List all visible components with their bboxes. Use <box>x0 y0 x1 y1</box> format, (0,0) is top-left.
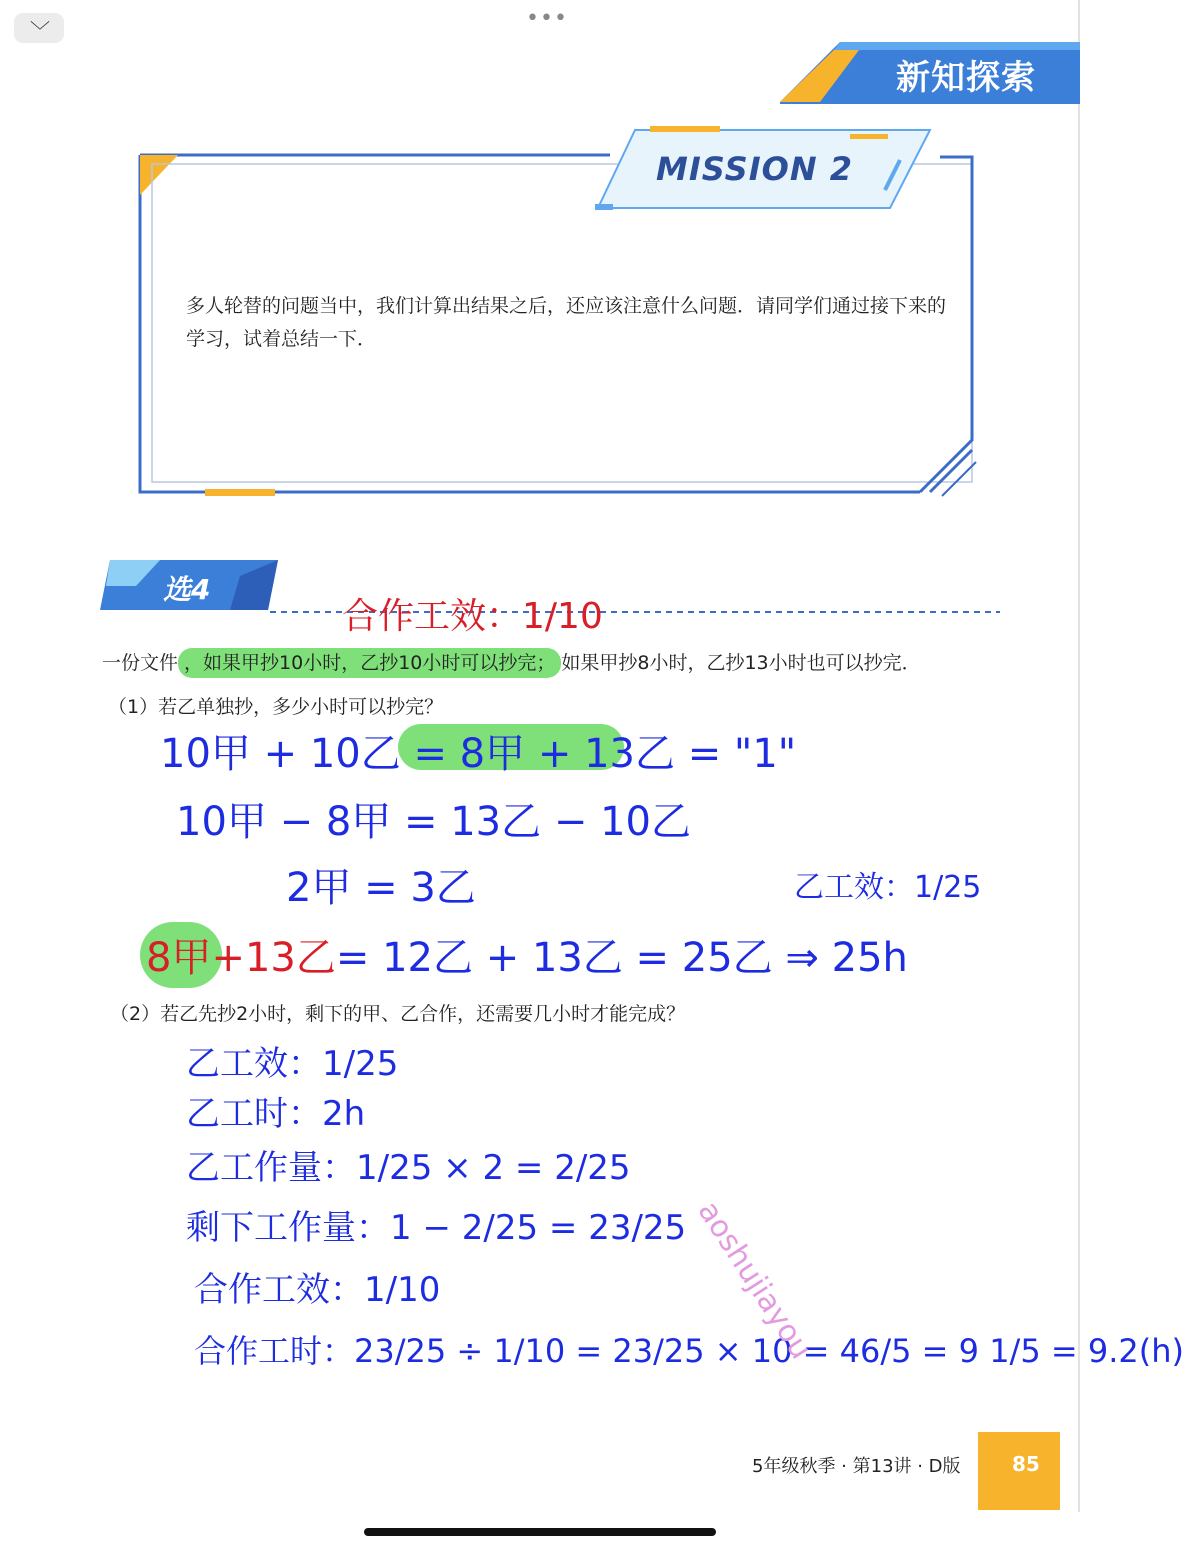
page-number: 85 <box>1012 1452 1040 1476</box>
hand-line-2: 10甲 − 8甲 = 13乙 − 10乙 <box>176 799 691 845</box>
hand-line-4-a: 8甲 <box>146 935 212 981</box>
hand-line-4-c: = 12乙 + 13乙 = 25乙 ⇒ 25h <box>335 935 908 981</box>
intro-text: 多人轮替的问题当中，我们计算出结果之后，还应该注意什么问题．请同学们通过接下来的学习，试着总结一下． <box>186 295 947 350</box>
hand-part2-line-6: 合作工时：23/25 ÷ 1/10 = 23/25 × 10 = 46/5 = 9 1/5 = 9.2(h) <box>194 1332 1184 1370</box>
hand-part2-line-2: 乙工时：2h <box>186 1094 366 1134</box>
hand-part2-line-3: 乙工作量：1/25 × 2 = 2/25 <box>186 1148 631 1188</box>
hand-line-4-b: +13乙 <box>211 935 336 981</box>
footer-text: 5年级秋季 · 第13讲 · D版 <box>752 1456 961 1477</box>
more-options-icon[interactable]: ••• <box>526 6 568 31</box>
hand-line-4 <box>146 926 908 983</box>
question-2: （2）若乙先抄2小时，剩下的甲、乙合作，还需要几小时才能完成？ <box>110 1003 686 1025</box>
hand-line-1: 10甲 + 10乙 = 8甲 + 13乙 = "1" <box>160 731 797 777</box>
problem-prefix: 一份文件 <box>102 652 179 674</box>
problem-suffix: 如果甲抄8小时，乙抄13小时也可以抄完． <box>561 652 921 674</box>
chevron-down-icon: ﹀ <box>30 19 50 43</box>
collapse-button[interactable] <box>14 13 64 43</box>
header-title: 新知探索 <box>896 58 1036 98</box>
hand-side-note: 乙工效：1/25 <box>794 870 982 905</box>
watermark: aoshujiayou <box>690 1195 819 1366</box>
problem-highlight: ，如果甲抄10小时，乙抄10小时可以抄完； <box>178 648 561 678</box>
hand-line-3: 2甲 = 3乙 <box>286 865 476 911</box>
hand-part2-line-5: 合作工效：1/10 <box>194 1270 441 1310</box>
hand-part2-line-1: 乙工效：1/25 <box>186 1044 399 1084</box>
problem-text <box>102 648 921 675</box>
section-title: 选4 <box>163 573 211 606</box>
mission-label: MISSION 2 <box>656 150 853 188</box>
handwritten-top-note: 合作工效：1/10 <box>342 596 603 637</box>
question-1: （1）若乙单独抄，多少小时可以抄完？ <box>108 696 444 718</box>
home-indicator[interactable] <box>364 1528 716 1536</box>
hand-part2-line-4: 剩下工作量：1 − 2/25 = 23/25 <box>186 1208 687 1248</box>
